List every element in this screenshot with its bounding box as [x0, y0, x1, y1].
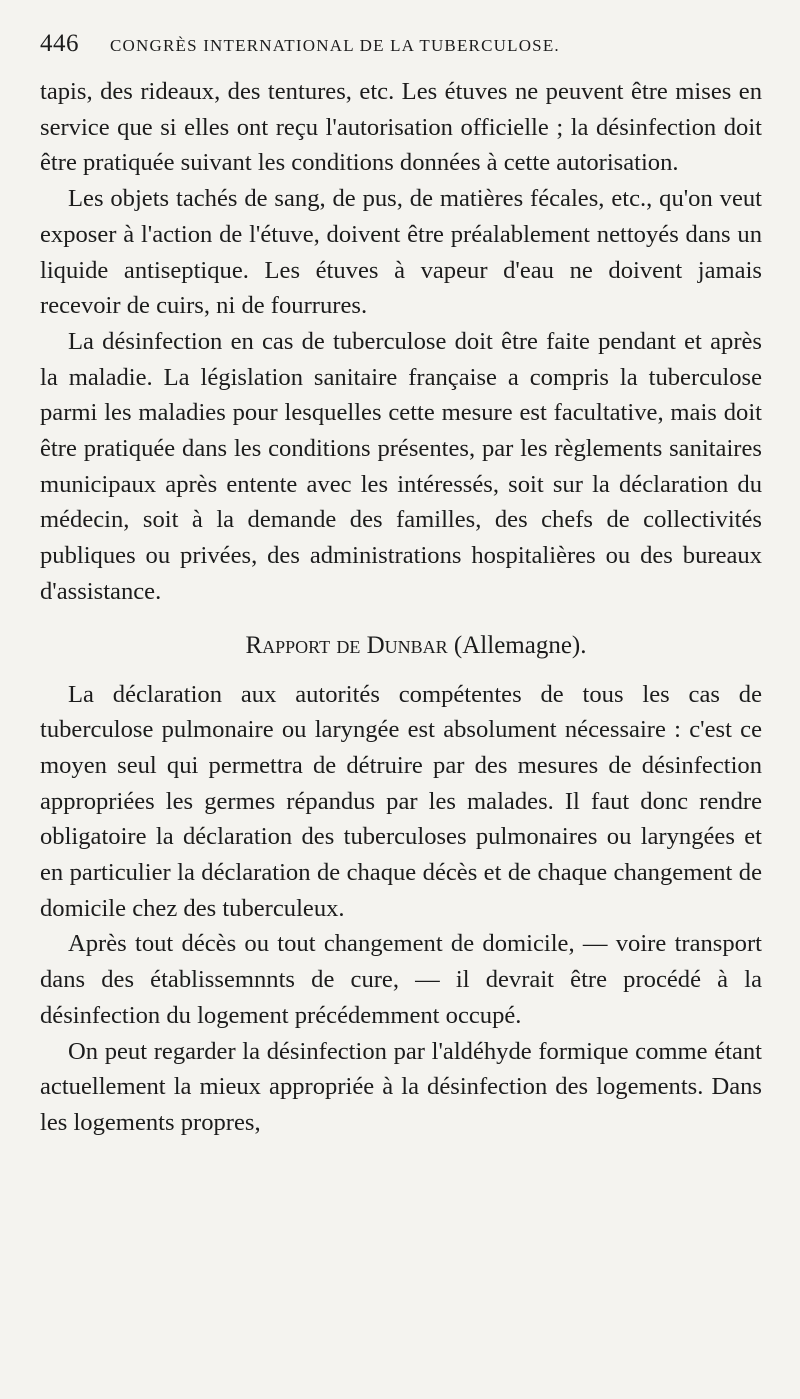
book-page — [40, 30, 762, 1141]
paragraph-continued: tapis, des rideaux, des tentures, etc. Les étuves ne peuvent être mises en service que si elles ont reçu l'autorisation officielle ; la désinfection doit être pratiquée suivant les conditions données à cette autorisation. — [40, 78, 762, 177]
heading-word: de — [336, 631, 361, 659]
heading-author: Dunbar — [366, 631, 448, 659]
paragraph: La désinfection en cas de tuberculose doit être faite pendant et après la maladie. La législation sanitaire française a compris la tuberculose parmi les maladies pour lesquelles cette mesure est facultative, mais doit être pratiquée dans les conditions présentes, par les règlements sanitaires municipaux après entente avec les intéressés, soit sur la déclaration du médecin, soit à la demande des familles, des chefs de collectivités publiques ou privées, des administrations hospitalières ou des bureaux d'assistance. — [40, 327, 762, 605]
page-header — [40, 30, 762, 68]
paragraph: Les objets tachés de sang, de pus, de matières fécales, etc., qu'on veut exposer à l'action de l'étuve, doivent être préalablement nettoyés dans un liquide antiseptique. Les étuves à vapeur d'eau ne doivent jamais recevoir de cuirs, ni de fourrures. — [40, 185, 762, 320]
paragraph: On peut regarder la désinfection par l'aldéhyde formique comme étant actuellement la mieux appropriée à la désinfection des logements. Dans les logements propres, — [40, 1037, 762, 1136]
page-number: 446 — [40, 30, 79, 57]
paragraph: La déclaration aux autorités compétentes de tous les cas de tuberculose pulmonaire ou laryngée est absolument nécessaire : c'est ce moyen seul qui permettra de détruire par des mesures de désinfection appropriées les germes répandus par les malades. Il faut donc rendre obligatoire la déclaration des tuberculoses pulmonaires ou laryngées et en particulier la déclaration de chaque décès et de chaque changement de domicile chez des tuberculeux. — [40, 680, 762, 922]
paragraph: Après tout décès ou tout changement de domicile, — voire transport dans des établissemnnts de cure, — il devrait être procédé à la désinfection du logement précédemment occupé. — [40, 930, 762, 1029]
section-heading — [40, 628, 762, 663]
heading-word: Rapport — [245, 631, 331, 659]
heading-country: (Allemagne). — [453, 631, 587, 659]
running-head: CONGRÈS INTERNATIONAL DE LA TUBERCULOSE. — [110, 36, 560, 55]
